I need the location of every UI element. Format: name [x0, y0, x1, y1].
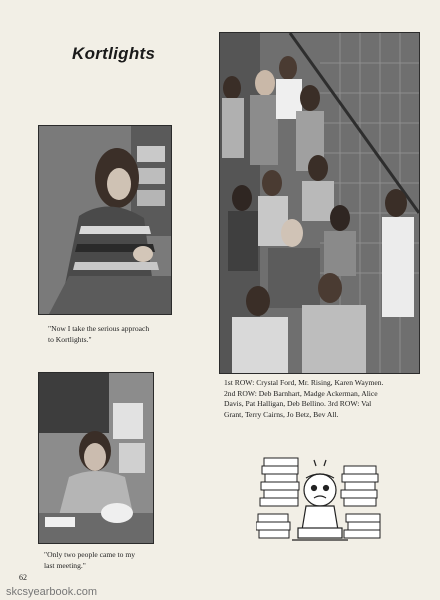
photo-man-at-desk-caption [44, 550, 154, 571]
caption-line: to Kortlights." [48, 334, 92, 344]
page-title: Kortlights [72, 44, 156, 63]
caption-line: Grant, Terry Cairns, Jo Betz, Bev All. [224, 409, 339, 419]
photo-girl-reading-illustration [39, 126, 171, 314]
photo-girl-reading [38, 125, 172, 315]
caption-line: last meeting." [44, 560, 86, 570]
watermark: skcsyearbook.com [6, 586, 98, 598]
group-photo-caption [224, 378, 420, 420]
group-photo-illustration [220, 33, 419, 373]
caption-line: 1st ROW: Crystal Ford, Mr. Rising, Karen Waymen. [224, 378, 384, 387]
cartoon-paper-stacks [256, 448, 386, 548]
page-number: 62 [19, 573, 27, 582]
cartoon-illustration [256, 448, 386, 548]
caption-line: Davis, Pat Halligan, Deb Bellino. 3rd ROW: Val [224, 399, 372, 408]
caption-line: 2nd ROW: Deb Barnhart, Madge Ackerman, Alice [224, 388, 378, 398]
photo-man-at-desk-illustration [39, 373, 153, 543]
caption-line: "Only two people came to my [44, 550, 136, 559]
photo-man-at-desk [38, 372, 154, 544]
photo-girl-reading-caption [48, 324, 168, 345]
group-photo-stairs [219, 32, 420, 374]
caption-line: "Now I take the serious approach [48, 324, 150, 333]
